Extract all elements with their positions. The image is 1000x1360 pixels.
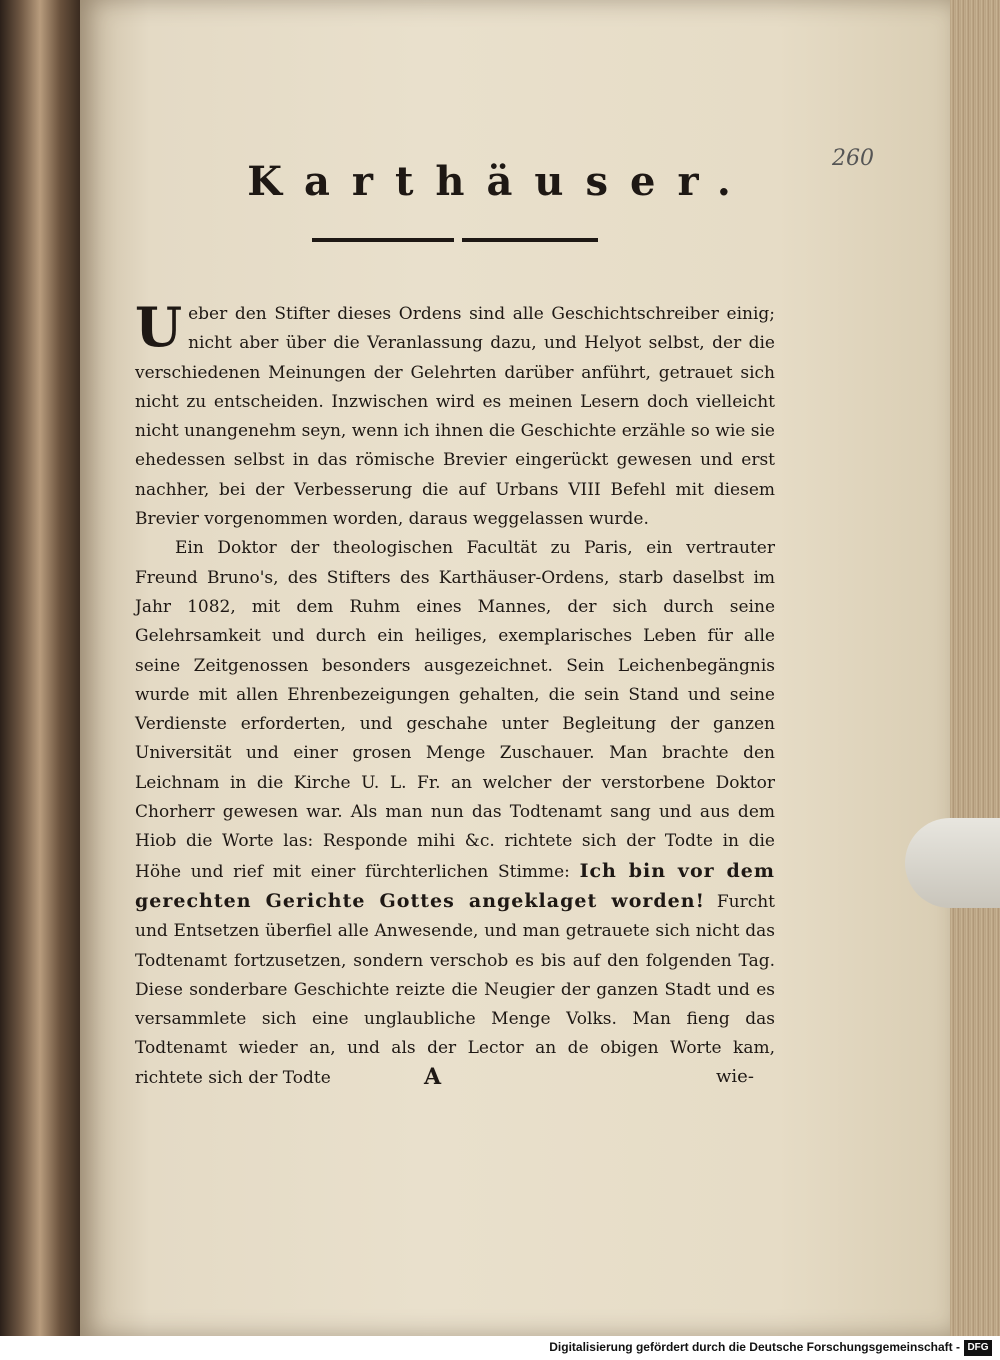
catchword: wie-	[716, 1066, 754, 1087]
paragraph-1-text: eber den Stifter dieses Ordens sind alle Geschichtschreiber einig; nicht aber über die Veranlassung dazu, und Helyot selbst, der die verschiedenen Meinungen der Gelehrten darüber anführt, getrauet sich nicht zu entscheiden. Inzwischen wird es meinen Lesern doch vielleicht nicht unangenehm seyn, wenn ich ihnen die Geschichte erzähle so wie sie ehedessen selbst in das römische Brevier eingerückt gewesen und erst nachher, bei der Verbesserung die auf Urbans VIII Befehl mit diesem Brevier vorgenommen worden, daraus weggelassen wurde.	[135, 304, 775, 530]
drop-cap: U	[135, 295, 183, 359]
paragraph-2-before: Ein Doktor der theologischen Facultät zu Paris, ein vertrauter Freund Bruno's, des Stifters des Karthäuser-Ordens, starb daselbst im Jahr 1082, mit dem Ruhm eines Mannes, der sich durch seine Gelehrsamkeit und durch ein heiliges, exemplarisches Leben für alle seine Zeitgenossen besonders ausgezeichnet. Sein Leichenbegängnis wurde mit allen Ehrenbezeigungen gehalten, die sein Stand und seine Verdienste erforderten, und geschahe unter Begleitung der ganzen Universität und einer grosen Menge Zuschauer. Man brachte den Leichnam in die Kirche U. L. Fr. an welcher der verstorbene Doktor Chorherr gewesen war. Als man nun das Todtenamt sang und aus dem Hiob die Worte las: Responde mihi &c. richtete sich der Todte in die Höhe und rief mit einer fürchterlichen Stimme:	[135, 538, 775, 882]
body-text	[135, 295, 775, 1093]
paragraph-2	[135, 534, 775, 1093]
page-tab	[905, 818, 1000, 908]
dfg-logo: DFG	[964, 1340, 992, 1356]
paragraph-2-quote: Ich bin vor dem gerechten Gerichte Gottes angeklaget worden!	[135, 859, 775, 912]
page-number: 260	[832, 146, 874, 171]
paragraph-1	[135, 295, 775, 534]
title-rule-left	[312, 238, 454, 242]
signature-mark: A	[424, 1064, 442, 1090]
title-rule-right	[462, 238, 598, 242]
paragraph-2-after: Furcht und Entsetzen überfiel alle Anwesende, und man getrauete sich nicht das Todtenamt fortzusetzen, sondern verschob es bis auf den folgenden Tag. Diese sonderbare Geschichte reizte die Neugier der ganzen Stadt und es versammlete sich eine unglaubliche Menge Volks. Man fieng das Todtenamt wieder an, und als der Lector an de obigen Worte kam, richtete sich der Todte	[135, 891, 775, 1088]
page-title: Karthäuser.	[247, 158, 753, 205]
footer-credit: Digitalisierung gefördert durch die Deutsche Forschungsgemeinschaft -	[549, 1340, 960, 1354]
